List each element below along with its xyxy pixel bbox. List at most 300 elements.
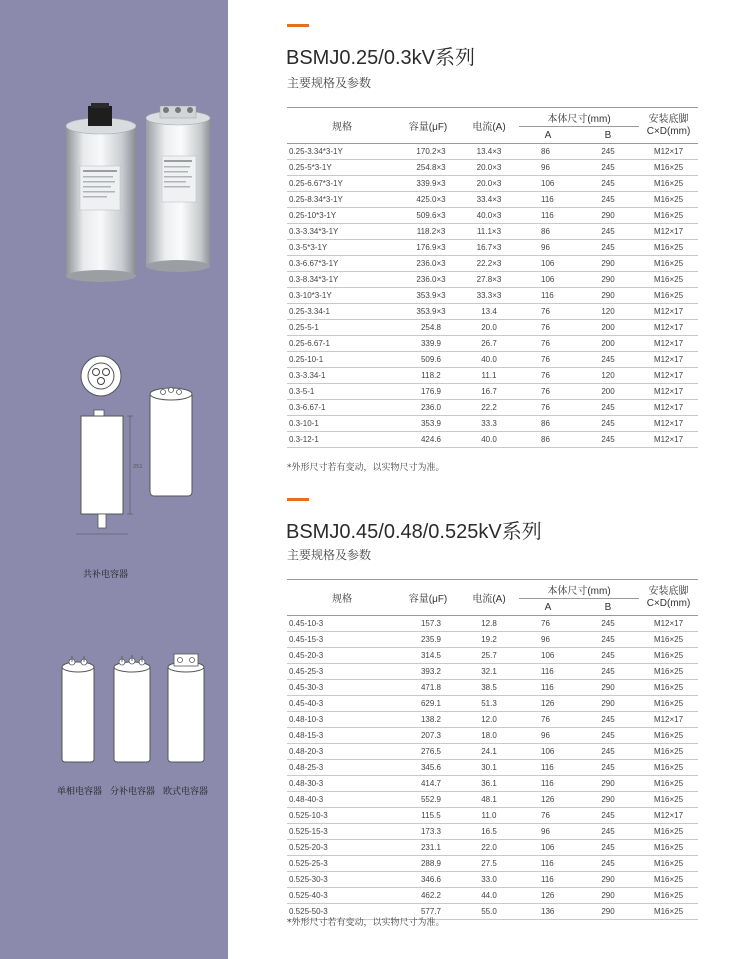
cell-current: 55.0 [459, 904, 519, 920]
table-row [287, 352, 698, 368]
caption-euro-style: 欧式电容器 [163, 787, 209, 797]
cell-size-a: 136 [519, 904, 577, 920]
table-row [287, 696, 698, 712]
cell-mount: M16×25 [639, 256, 698, 272]
cell-current: 13.4 [459, 304, 519, 320]
cell-model: 0.25-5-1 [287, 320, 397, 336]
cell-size-b: 245 [577, 352, 639, 368]
cell-mount: M16×25 [639, 664, 698, 680]
table-row [287, 160, 698, 176]
cell-capacitance: 471.8 [397, 680, 459, 696]
cell-capacitance: 173.3 [397, 824, 459, 840]
cell-current: 51.3 [459, 696, 519, 712]
cell-size-a: 116 [519, 872, 577, 888]
cell-capacitance: 236.0×3 [397, 256, 459, 272]
cell-mount: M12×17 [639, 400, 698, 416]
cell-current: 11.1×3 [459, 224, 519, 240]
header-body-size: 本体尺寸(mm) [519, 580, 639, 599]
cell-mount: M16×25 [639, 824, 698, 840]
cell-current: 11.1 [459, 368, 519, 384]
cell-current: 25.7 [459, 648, 519, 664]
table-row [287, 240, 698, 256]
cell-model: 0.48-15-3 [287, 728, 397, 744]
cell-mount: M16×25 [639, 744, 698, 760]
cell-model: 0.48-20-3 [287, 744, 397, 760]
cell-current: 20.0 [459, 320, 519, 336]
cell-mount: M12×17 [639, 416, 698, 432]
cell-mount: M16×25 [639, 696, 698, 712]
cell-size-b: 290 [577, 792, 639, 808]
cell-size-a: 96 [519, 160, 577, 176]
cell-model: 0.3-8.34*3-1Y [287, 272, 397, 288]
cell-mount: M12×17 [639, 368, 698, 384]
cell-size-a: 116 [519, 680, 577, 696]
cell-size-b: 245 [577, 808, 639, 824]
cell-current: 36.1 [459, 776, 519, 792]
table-row [287, 872, 698, 888]
section1-spec-table [287, 107, 698, 448]
cell-capacitance: 157.3 [397, 616, 459, 632]
cell-size-a: 76 [519, 712, 577, 728]
table-row [287, 616, 698, 632]
cell-current: 33.3 [459, 416, 519, 432]
table-row [287, 176, 698, 192]
cell-model: 0.3-5*3-1Y [287, 240, 397, 256]
cell-size-b: 245 [577, 664, 639, 680]
cell-capacitance: 353.9×3 [397, 304, 459, 320]
cell-size-b: 290 [577, 208, 639, 224]
cell-mount: M12×17 [639, 384, 698, 400]
cell-size-b: 245 [577, 160, 639, 176]
cell-current: 20.0×3 [459, 160, 519, 176]
cell-capacitance: 176.9×3 [397, 240, 459, 256]
cell-model: 0.48-30-3 [287, 776, 397, 792]
cell-capacitance: 509.6×3 [397, 208, 459, 224]
cell-mount: M16×25 [639, 680, 698, 696]
cell-size-b: 120 [577, 368, 639, 384]
cell-model: 0.25-6.67-1 [287, 336, 397, 352]
section1-note: *外形尺寸若有变动，以实物尺寸为准。 [287, 463, 445, 473]
table-row [287, 288, 698, 304]
cell-size-a: 116 [519, 760, 577, 776]
cell-model: 0.3-10-1 [287, 416, 397, 432]
cell-current: 27.5 [459, 856, 519, 872]
cell-current: 38.5 [459, 680, 519, 696]
cell-size-b: 245 [577, 728, 639, 744]
cell-size-a: 116 [519, 192, 577, 208]
cell-capacitance: 462.2 [397, 888, 459, 904]
cell-capacitance: 276.5 [397, 744, 459, 760]
cell-size-a: 106 [519, 256, 577, 272]
section2-note: *外形尺寸若有变动，以实物尺寸为准。 [287, 918, 445, 928]
table-row [287, 400, 698, 416]
table-row [287, 632, 698, 648]
cell-size-b: 120 [577, 304, 639, 320]
cell-current: 33.4×3 [459, 192, 519, 208]
cell-model: 0.45-30-3 [287, 680, 397, 696]
section1-title: BSMJ0.25/0.3kV系列 [286, 47, 475, 69]
header-body-size: 本体尺寸(mm) [519, 108, 639, 127]
header-capacitance: 容量(μF) [397, 580, 459, 616]
table-row [287, 256, 698, 272]
cell-current: 30.1 [459, 760, 519, 776]
cell-size-b: 245 [577, 856, 639, 872]
cell-capacitance: 509.6 [397, 352, 459, 368]
cell-current: 27.8×3 [459, 272, 519, 288]
cell-capacitance: 339.9 [397, 336, 459, 352]
cell-mount: M16×25 [639, 888, 698, 904]
cell-size-b: 290 [577, 872, 639, 888]
cell-current: 20.0×3 [459, 176, 519, 192]
cell-size-a: 106 [519, 744, 577, 760]
cell-mount: M16×25 [639, 288, 698, 304]
cell-model: 0.25-3.34*3-1Y [287, 144, 397, 160]
header-a: A [519, 127, 577, 144]
cell-mount: M12×17 [639, 320, 698, 336]
cell-capacitance: 138.2 [397, 712, 459, 728]
cell-size-a: 106 [519, 648, 577, 664]
cell-size-a: 106 [519, 176, 577, 192]
euro-style-capacitor-drawing [164, 652, 208, 767]
table-row [287, 384, 698, 400]
cell-model: 0.45-40-3 [287, 696, 397, 712]
cell-current: 32.1 [459, 664, 519, 680]
cell-capacitance: 577.7 [397, 904, 459, 920]
drawing-dimension-label: 251 [133, 464, 143, 470]
cell-capacitance: 236.0×3 [397, 272, 459, 288]
cell-size-b: 245 [577, 760, 639, 776]
cell-capacitance: 118.2×3 [397, 224, 459, 240]
cell-size-b: 290 [577, 888, 639, 904]
cell-mount: M16×25 [639, 160, 698, 176]
cell-capacitance: 346.6 [397, 872, 459, 888]
header-mount [639, 580, 698, 616]
cell-model: 0.45-25-3 [287, 664, 397, 680]
cell-capacitance: 425.0×3 [397, 192, 459, 208]
cell-size-a: 76 [519, 352, 577, 368]
cell-mount: M16×25 [639, 760, 698, 776]
cell-size-a: 76 [519, 304, 577, 320]
cell-capacitance: 254.8 [397, 320, 459, 336]
table-row [287, 888, 698, 904]
cell-model: 0.525-40-3 [287, 888, 397, 904]
cell-mount: M16×25 [639, 240, 698, 256]
cell-current: 13.4×3 [459, 144, 519, 160]
three-phase-capacitor-drawing [72, 352, 202, 552]
cell-model: 0.3-5-1 [287, 384, 397, 400]
cell-capacitance: 231.1 [397, 840, 459, 856]
cell-model: 0.525-50-3 [287, 904, 397, 920]
cell-model: 0.25-10-1 [287, 352, 397, 368]
table-row [287, 144, 698, 160]
cell-mount: M12×17 [639, 616, 698, 632]
cell-capacitance: 424.6 [397, 432, 459, 448]
caption-split-compensation: 分补电容器 [110, 787, 156, 797]
cell-size-a: 96 [519, 240, 577, 256]
cell-model: 0.3-12-1 [287, 432, 397, 448]
table-row [287, 192, 698, 208]
cell-mount: M12×17 [639, 224, 698, 240]
table-row [287, 680, 698, 696]
cell-model: 0.48-10-3 [287, 712, 397, 728]
header-mount-line2: C×D(mm) [646, 597, 691, 609]
section1-subtitle: 主要规格及参数 [287, 76, 372, 90]
table-row [287, 320, 698, 336]
table-row [287, 664, 698, 680]
cell-size-b: 245 [577, 176, 639, 192]
cell-size-b: 245 [577, 432, 639, 448]
cell-capacitance: 353.9×3 [397, 288, 459, 304]
cell-capacitance: 235.9 [397, 632, 459, 648]
cell-size-b: 245 [577, 632, 639, 648]
cell-size-a: 76 [519, 808, 577, 824]
cell-capacitance: 414.7 [397, 776, 459, 792]
table-row [287, 840, 698, 856]
cell-size-b: 200 [577, 336, 639, 352]
cell-size-b: 245 [577, 224, 639, 240]
cell-size-b: 290 [577, 904, 639, 920]
cell-model: 0.48-25-3 [287, 760, 397, 776]
table-row [287, 744, 698, 760]
cell-capacitance: 207.3 [397, 728, 459, 744]
cell-model: 0.525-30-3 [287, 872, 397, 888]
table-row [287, 416, 698, 432]
header-mount [639, 108, 698, 144]
header-capacitance: 容量(μF) [397, 108, 459, 144]
cell-model: 0.25-3.34-1 [287, 304, 397, 320]
cell-mount: M12×17 [639, 808, 698, 824]
cell-model: 0.3-6.67*3-1Y [287, 256, 397, 272]
cell-size-b: 245 [577, 240, 639, 256]
cell-size-b: 245 [577, 416, 639, 432]
cell-mount: M16×25 [639, 176, 698, 192]
cell-mount: M16×25 [639, 208, 698, 224]
cell-capacitance: 314.5 [397, 648, 459, 664]
cell-current: 16.7 [459, 384, 519, 400]
caption-single-phase: 单相电容器 [57, 787, 103, 797]
cell-mount: M12×17 [639, 712, 698, 728]
cell-size-b: 245 [577, 144, 639, 160]
cell-size-b: 290 [577, 776, 639, 792]
cell-current: 18.0 [459, 728, 519, 744]
cell-current: 24.1 [459, 744, 519, 760]
cell-capacitance: 236.0 [397, 400, 459, 416]
cell-size-a: 126 [519, 696, 577, 712]
cell-capacitance: 552.9 [397, 792, 459, 808]
table-row [287, 648, 698, 664]
cell-mount: M16×25 [639, 792, 698, 808]
cell-size-b: 200 [577, 384, 639, 400]
cell-size-a: 86 [519, 224, 577, 240]
cell-size-a: 116 [519, 856, 577, 872]
cell-size-a: 116 [519, 664, 577, 680]
cell-size-b: 245 [577, 616, 639, 632]
cell-size-a: 96 [519, 632, 577, 648]
cell-size-b: 290 [577, 696, 639, 712]
table-row [287, 728, 698, 744]
cell-model: 0.45-10-3 [287, 616, 397, 632]
table-row [287, 272, 698, 288]
cell-size-a: 116 [519, 208, 577, 224]
cell-capacitance: 288.9 [397, 856, 459, 872]
cell-current: 22.2×3 [459, 256, 519, 272]
header-mount-line1: 安装底脚 [648, 585, 689, 597]
cell-size-a: 76 [519, 384, 577, 400]
header-model: 规格 [287, 580, 397, 616]
header-mount-line1: 安装底脚 [648, 113, 689, 125]
header-current: 电流(A) [459, 580, 519, 616]
cell-size-b: 200 [577, 320, 639, 336]
table-row [287, 712, 698, 728]
cell-model: 0.525-10-3 [287, 808, 397, 824]
cell-mount: M16×25 [639, 272, 698, 288]
cell-size-a: 76 [519, 616, 577, 632]
cell-current: 12.0 [459, 712, 519, 728]
cell-size-b: 290 [577, 680, 639, 696]
cell-model: 0.525-15-3 [287, 824, 397, 840]
section1-accent-bar [287, 24, 309, 27]
cell-mount: M16×25 [639, 776, 698, 792]
cell-model: 0.45-15-3 [287, 632, 397, 648]
table-row [287, 224, 698, 240]
caption-compensation-capacitor: 共补电容器 [83, 570, 129, 580]
cell-size-b: 290 [577, 256, 639, 272]
header-mount-line2: C×D(mm) [646, 125, 691, 137]
cell-model: 0.3-10*3-1Y [287, 288, 397, 304]
cell-size-a: 86 [519, 416, 577, 432]
cell-model: 0.25-6.67*3-1Y [287, 176, 397, 192]
cell-capacitance: 339.9×3 [397, 176, 459, 192]
header-current: 电流(A) [459, 108, 519, 144]
cell-current: 22.2 [459, 400, 519, 416]
cell-mount: M16×25 [639, 872, 698, 888]
cell-model: 0.3-3.34-1 [287, 368, 397, 384]
cell-current: 40.0×3 [459, 208, 519, 224]
cell-capacitance: 345.6 [397, 760, 459, 776]
table-row [287, 336, 698, 352]
cell-size-b: 245 [577, 192, 639, 208]
table-row [287, 776, 698, 792]
capacitor-product-photo [58, 100, 218, 285]
cell-current: 33.3×3 [459, 288, 519, 304]
cell-mount: M16×25 [639, 648, 698, 664]
header-model: 规格 [287, 108, 397, 144]
cell-current: 33.0 [459, 872, 519, 888]
cell-capacitance: 629.1 [397, 696, 459, 712]
table-row [287, 824, 698, 840]
cell-current: 26.7 [459, 336, 519, 352]
cell-size-a: 126 [519, 888, 577, 904]
cell-current: 44.0 [459, 888, 519, 904]
header-a: A [519, 599, 577, 616]
cell-size-b: 245 [577, 824, 639, 840]
cell-current: 11.0 [459, 808, 519, 824]
cell-model: 0.25-5*3-1Y [287, 160, 397, 176]
sidebar-panel [0, 0, 228, 959]
cell-size-a: 96 [519, 824, 577, 840]
section2-spec-table [287, 579, 698, 920]
cell-size-b: 245 [577, 648, 639, 664]
cell-model: 0.525-25-3 [287, 856, 397, 872]
section2-title: BSMJ0.45/0.48/0.525kV系列 [286, 521, 542, 543]
cell-size-b: 245 [577, 840, 639, 856]
cell-mount: M16×25 [639, 840, 698, 856]
table-row [287, 856, 698, 872]
cell-size-a: 126 [519, 792, 577, 808]
cell-current: 19.2 [459, 632, 519, 648]
cell-model: 0.25-10*3-1Y [287, 208, 397, 224]
cell-current: 48.1 [459, 792, 519, 808]
cell-size-b: 245 [577, 400, 639, 416]
cell-current: 22.0 [459, 840, 519, 856]
table-row [287, 808, 698, 824]
table-row [287, 368, 698, 384]
cell-current: 40.0 [459, 352, 519, 368]
cell-size-a: 76 [519, 400, 577, 416]
cell-mount: M12×17 [639, 352, 698, 368]
cell-size-a: 86 [519, 144, 577, 160]
table-row [287, 208, 698, 224]
cell-size-b: 290 [577, 272, 639, 288]
cell-mount: M16×25 [639, 904, 698, 920]
cell-current: 40.0 [459, 432, 519, 448]
cell-current: 16.5 [459, 824, 519, 840]
cell-capacitance: 393.2 [397, 664, 459, 680]
cell-capacitance: 353.9 [397, 416, 459, 432]
cell-size-a: 116 [519, 288, 577, 304]
cell-current: 16.7×3 [459, 240, 519, 256]
table-row [287, 792, 698, 808]
cell-model: 0.525-20-3 [287, 840, 397, 856]
cell-size-a: 76 [519, 336, 577, 352]
cell-capacitance: 170.2×3 [397, 144, 459, 160]
cell-current: 12.8 [459, 616, 519, 632]
cell-size-a: 76 [519, 320, 577, 336]
table-row [287, 304, 698, 320]
cell-size-b: 245 [577, 744, 639, 760]
cell-model: 0.3-3.34*3-1Y [287, 224, 397, 240]
cell-mount: M12×17 [639, 432, 698, 448]
cell-mount: M16×25 [639, 728, 698, 744]
header-b: B [577, 127, 639, 144]
cell-mount: M12×17 [639, 336, 698, 352]
cell-mount: M12×17 [639, 304, 698, 320]
cell-mount: M16×25 [639, 192, 698, 208]
cell-model: 0.45-20-3 [287, 648, 397, 664]
cell-size-a: 116 [519, 776, 577, 792]
cell-capacitance: 176.9 [397, 384, 459, 400]
table-row [287, 432, 698, 448]
single-phase-capacitor-drawing [58, 652, 98, 767]
header-b: B [577, 599, 639, 616]
cell-size-b: 290 [577, 288, 639, 304]
cell-model: 0.3-6.67-1 [287, 400, 397, 416]
cell-capacitance: 118.2 [397, 368, 459, 384]
cell-size-a: 106 [519, 272, 577, 288]
cell-mount: M12×17 [639, 144, 698, 160]
table-row [287, 760, 698, 776]
cell-size-a: 96 [519, 728, 577, 744]
cell-model: 0.48-40-3 [287, 792, 397, 808]
cell-capacitance: 254.8×3 [397, 160, 459, 176]
cell-model: 0.25-8.34*3-1Y [287, 192, 397, 208]
cell-size-a: 106 [519, 840, 577, 856]
cell-size-a: 86 [519, 432, 577, 448]
cell-mount: M16×25 [639, 632, 698, 648]
section2-subtitle: 主要规格及参数 [287, 548, 372, 562]
cell-mount: M16×25 [639, 856, 698, 872]
cell-size-a: 76 [519, 368, 577, 384]
